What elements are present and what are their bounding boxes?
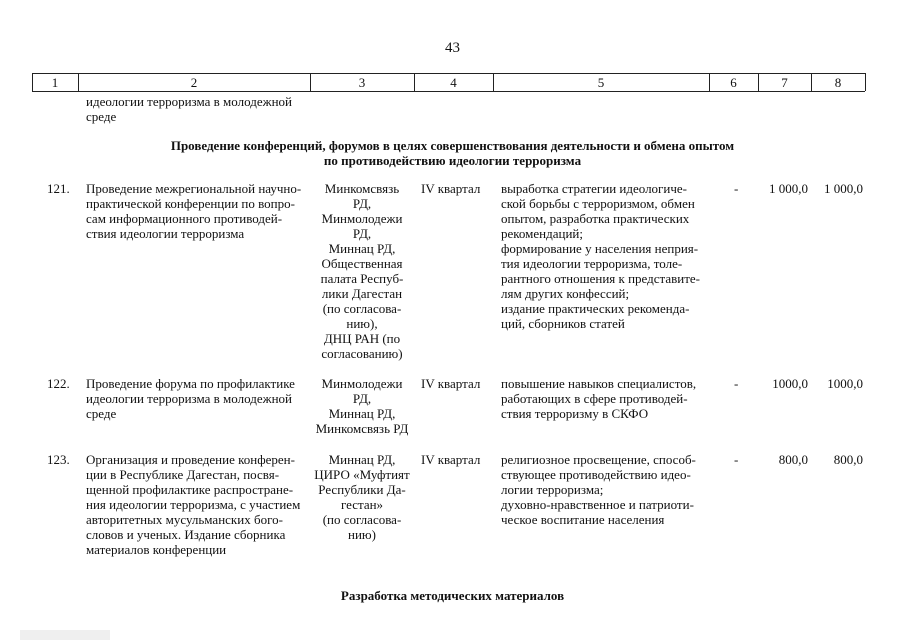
row-col7: 800,0 bbox=[778, 452, 808, 467]
header-col-3: 3 bbox=[358, 75, 366, 90]
row-col8: 1000,0 bbox=[827, 376, 863, 391]
header-bottom-rule bbox=[32, 91, 865, 92]
row-result: религиозное просвещение, способ- ствующее противодействию идео- логии терроризма; духовно-нравственное и патриоти- ческое воспитание населения bbox=[501, 452, 696, 527]
header-col-8: 8 bbox=[834, 75, 842, 90]
row-col8: 800,0 bbox=[833, 452, 863, 467]
row-col6: - bbox=[734, 181, 739, 196]
header-divider bbox=[865, 73, 866, 91]
row-term: IV квартал bbox=[421, 376, 481, 391]
row-executors: Минкомсвязь РД, Минмолодежи РД, Миннац РД, Общественная палата Респуб- лики Дагестан (по согласова- нию), ДНЦ РАН (по согласованию) bbox=[320, 181, 404, 361]
row-term: IV квартал bbox=[421, 452, 481, 467]
row-col8: 1 000,0 bbox=[824, 181, 863, 196]
row-col7: 1000,0 bbox=[772, 376, 808, 391]
header-top-rule bbox=[32, 73, 865, 74]
scan-artifact bbox=[20, 630, 110, 640]
row-result: повышение навыков специалистов, работающих в сфере противодей- ствия терроризму в СКФО bbox=[501, 376, 697, 421]
row-number: 121. bbox=[47, 181, 70, 196]
row-executors: Миннац РД, ЦИРО «Муфтият Республики Да- гестан» (по согласова- нию) bbox=[314, 452, 410, 542]
section-heading-methodical: Разработка методических материалов bbox=[340, 588, 565, 603]
row-number: 123. bbox=[47, 452, 70, 467]
header-col-1: 1 bbox=[51, 75, 59, 90]
row-col6: - bbox=[734, 452, 739, 467]
row-name: Организация и проведение конферен- ции в Республике Дагестан, посвя- щенной профилактике распростране- ния идеологии терроризма, с участием авторитетных мусульманских бого- словов и ученых. Издание сборника материалов конференции bbox=[86, 452, 301, 557]
row-result: выработка стратегии идеологиче- ской борьбы с терроризмом, обмен опытом, разработка практических рекомендаций; формирование у населения неприя- тия идеологии терроризма, толе- рантного отношения к представите- лям других конфессий; издание практических рекоменда- ций, сборников статей bbox=[501, 181, 701, 331]
row-executors: Минмолодежи РД, Миннац РД, Минкомсвязь РД bbox=[315, 376, 409, 436]
header-col-6: 6 bbox=[730, 75, 737, 90]
row-number: 122. bbox=[47, 376, 70, 391]
row-name: Проведение форума по профилактике идеологии терроризма в молодежной среде bbox=[86, 376, 295, 421]
header-col-2: 2 bbox=[190, 75, 198, 90]
continuation-text: идеологии терроризма в молодежной среде bbox=[86, 94, 293, 124]
row-col6: - bbox=[734, 376, 739, 391]
header-col-5: 5 bbox=[597, 75, 605, 90]
row-col7: 1 000,0 bbox=[769, 181, 808, 196]
header-col-7: 7 bbox=[781, 75, 788, 90]
header-col-4: 4 bbox=[450, 75, 457, 90]
page-number: 43 bbox=[445, 40, 460, 56]
row-term: IV квартал bbox=[421, 181, 481, 196]
section-heading-conferences: Проведение конференций, форумов в целях совершенствования деятельности и обмена опытом по противодействию идеологии терроризма bbox=[170, 138, 735, 168]
row-name: Проведение межрегиональной научно- практической конференции по вопро- сам информационного противодей- ствия идеологии терроризма bbox=[86, 181, 302, 241]
